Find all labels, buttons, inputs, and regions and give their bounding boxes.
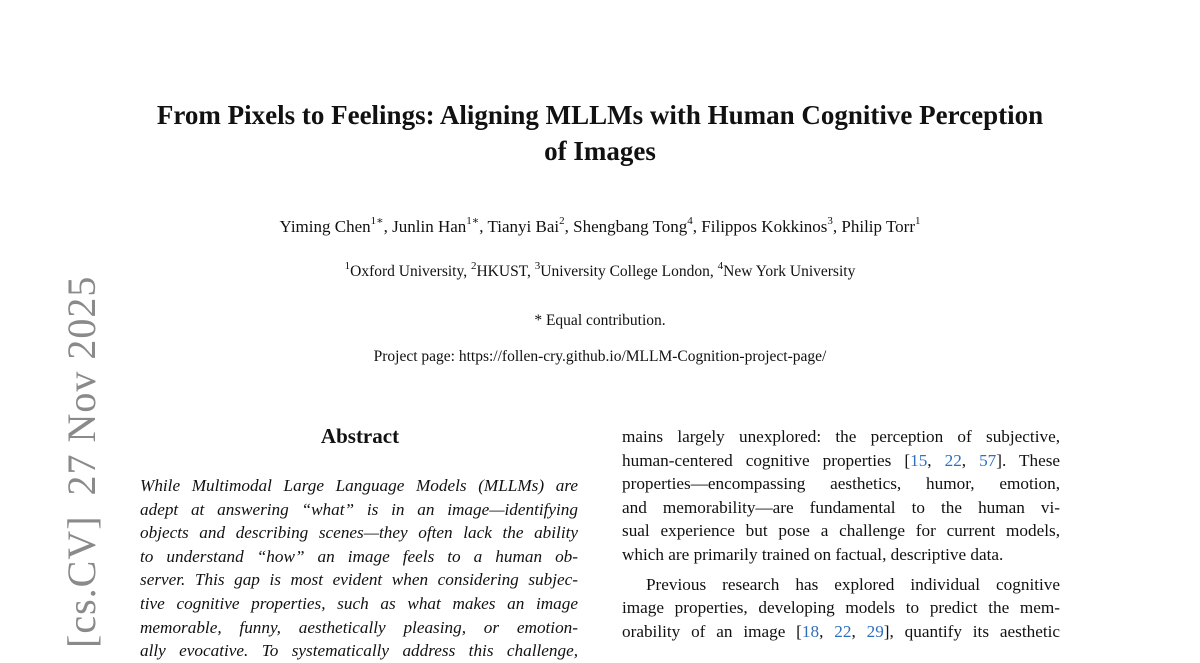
- arxiv-date: 27 Nov 2025: [59, 275, 104, 496]
- arxiv-category: [cs.CV]: [59, 515, 104, 648]
- affiliation-name: New York University: [723, 263, 856, 280]
- author-affiliation-mark: 2: [559, 215, 565, 228]
- author-list: Yiming Chen$^{1∗}$, Junlin Han$^{1∗}$, Tianyi Bai$^2$, Shengbang Tong$^4$, Filippos Kokkinos$^3$, Philip Torr$^1$: [279, 215, 921, 236]
- author-name: Junlin Han: [392, 217, 467, 236]
- author-affiliation-mark: 1∗: [370, 215, 384, 228]
- intro-paragraph-1: [622, 425, 1060, 567]
- citation-link[interactable]: 15: [910, 450, 928, 470]
- body-text: ]. These: [996, 450, 1061, 470]
- abstract-heading: Abstract: [320, 424, 400, 448]
- affiliation-name: HKUST: [476, 263, 528, 280]
- abstract-line: While Multimodal Large Language Models (MLLMs) are: [140, 476, 578, 495]
- affiliation-mark: 3: [534, 259, 541, 272]
- author-name: Shengbang Tong: [573, 217, 688, 236]
- abstract-line: tive cognitive properties, such as what makes an image: [140, 593, 578, 613]
- abstract-line: adept at answering “what” is in an image—identifying: [140, 499, 578, 519]
- body-line: orability of an image [18, 22, 29], quantify its aesthetic: [622, 621, 1060, 641]
- paper-title-line1: From Pixels to Feelings: Aligning MLLMs with Human Cognitive Perception: [156, 100, 1044, 130]
- intro-column: [622, 425, 1060, 643]
- affiliation-name: Oxford University: [350, 263, 464, 280]
- abstract-line: objects and describing scenes—they often lack the ability: [140, 523, 578, 543]
- author-affiliation-mark: 3: [827, 215, 833, 228]
- author-name: Yiming Chen: [279, 217, 371, 236]
- citation-link[interactable]: 22: [834, 621, 852, 641]
- project-page-link[interactable]: Project page: https://follen-cry.github.io/MLLM-Cognition-project-page/: [373, 348, 827, 365]
- body-line: mains largely unexplored: the perception of subjective,: [622, 427, 1060, 446]
- affiliation-list: $^1$Oxford University, $^2$HKUST, $^3$University College London, $^4$New York University: [344, 259, 856, 280]
- affiliation-mark: 2: [470, 259, 477, 272]
- author-name: Philip Torr: [841, 217, 915, 236]
- body-text: human-centered cognitive properties [: [622, 450, 911, 470]
- abstract-line: memorable, funny, aesthetically pleasing, or emotion-: [140, 617, 578, 637]
- body-line: image properties, developing models to predict the mem-: [622, 598, 1060, 618]
- body-line: and memorability—are fundamental to the human vi-: [622, 497, 1060, 517]
- abstract-line: ally evocative. To systematically address this challenge,: [140, 641, 578, 661]
- body-line: Previous research has explored individual cognitive: [646, 574, 1060, 594]
- citation-link[interactable]: 22: [944, 450, 962, 470]
- paper-title-line2: of Images: [544, 136, 656, 166]
- body-text: orability of an image [: [622, 621, 802, 641]
- author-name: Filippos Kokkinos: [701, 217, 828, 236]
- body-line: human-centered cognitive properties [15, 22, 57]. These: [622, 450, 1061, 470]
- affiliation-name: University College London: [540, 263, 710, 280]
- author-name: Tianyi Bai: [487, 217, 560, 236]
- intro-paragraph-2: [622, 573, 1060, 644]
- citation-link[interactable]: 29: [866, 621, 884, 641]
- citation-link[interactable]: 57: [979, 450, 997, 470]
- affiliation-mark: 4: [717, 259, 724, 272]
- body-line: which are primarily trained on factual, descriptive data.: [622, 544, 1004, 564]
- body-line: sual experience but pose a challenge for current models,: [622, 521, 1060, 541]
- equal-contribution-note: * Equal contribution.: [534, 312, 666, 329]
- author-affiliation-mark: 4: [687, 215, 693, 228]
- body-text: ], quantify its aesthetic: [883, 621, 1060, 641]
- affiliation-mark: 1: [344, 259, 351, 272]
- author-affiliation-mark: 1: [915, 215, 921, 228]
- citation-link[interactable]: 18: [801, 621, 820, 641]
- abstract-line: to understand “how” an image feels to a human ob-: [140, 546, 578, 566]
- paper-title: [120, 97, 1080, 169]
- abstract-body: [140, 474, 578, 663]
- arxiv-sidebar-stamp: [59, 275, 104, 648]
- abstract-line: server. This gap is most evident when considering subjec-: [140, 570, 578, 590]
- author-affiliation-mark: 1∗: [466, 215, 480, 228]
- body-line: properties—encompassing aesthetics, humor, emotion,: [622, 474, 1060, 494]
